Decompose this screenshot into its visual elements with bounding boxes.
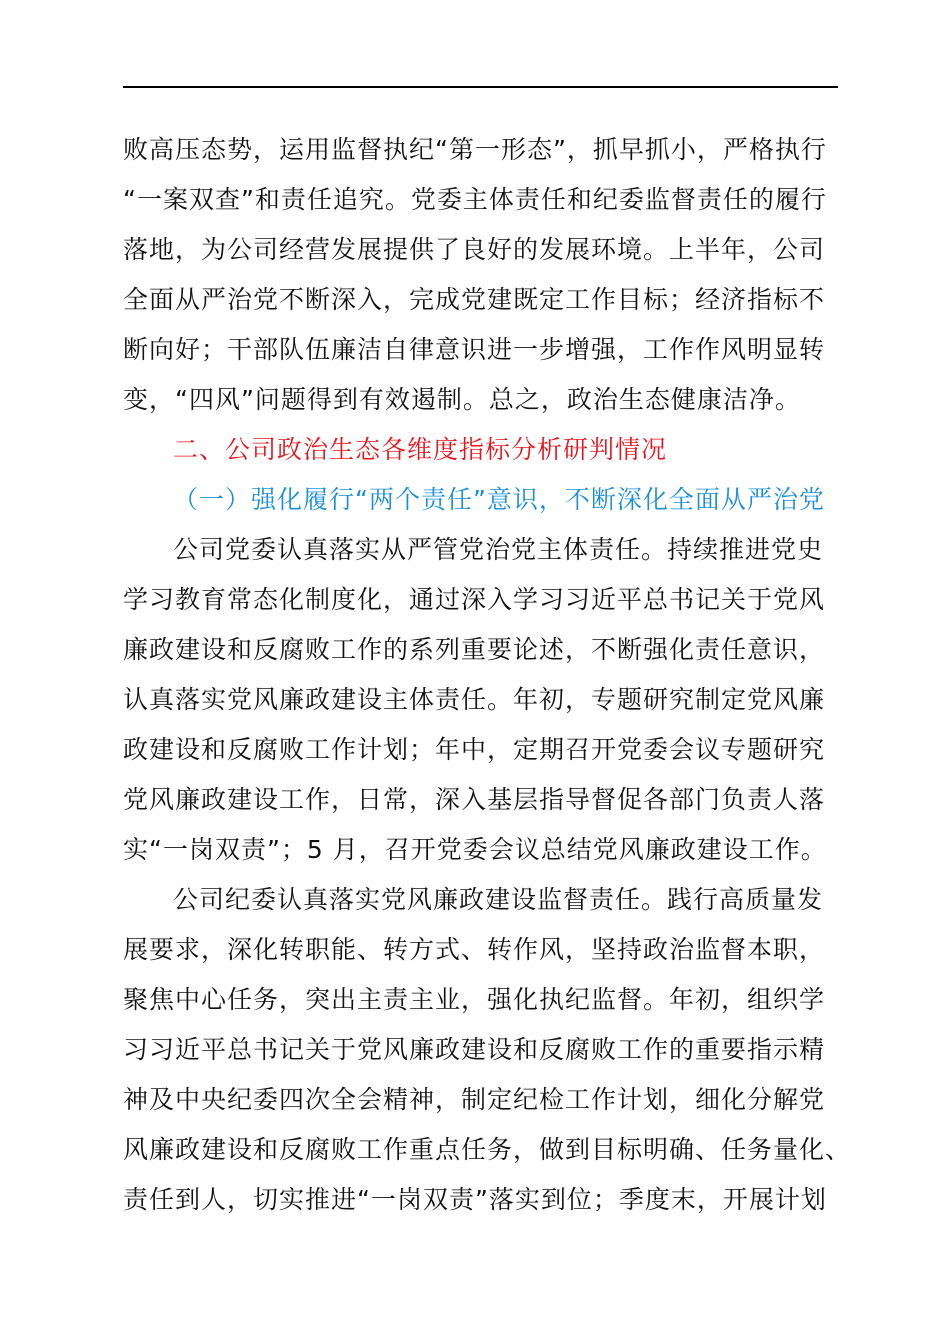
- paragraph-1-line-3: 落地，为公司经营发展提供了良好的发展环境。上半年，公司: [123, 235, 826, 264]
- paragraph-1-line-2: “一案双查”和责任追究。党委主体责任和纪委监督责任的履行: [123, 185, 827, 214]
- paragraph-3-line-3: 聚焦中心任务，突出主责主业，强化执纪监督。年初，组织学: [123, 985, 826, 1014]
- paragraph-1-line-5: 断向好；干部队伍廉洁自律意识进一步增强，工作作风明显转: [123, 335, 826, 364]
- paragraph-3-line-2: 展要求，深化转职能、转方式、转作风，坚持政治监督本职，: [123, 935, 826, 964]
- paragraph-2-line-2: 学习教育常态化制度化，通过深入学习习近平总书记关于党风: [123, 585, 826, 614]
- paragraph-1-line-6: 变，“四风”问题得到有效遏制。总之，政治生态健康洁净。: [123, 385, 801, 414]
- paragraph-3-line-6: 风廉政建设和反腐败工作重点任务，做到目标明确、任务量化、: [123, 1135, 852, 1164]
- paragraph-1-line-1: 败高压态势，运用监督执纪“第一形态”，抓早抓小，严格执行: [123, 135, 827, 164]
- paragraph-3-line-5: 神及中央纪委四次全会精神，制定纪检工作计划，细化分解党: [123, 1085, 826, 1114]
- header-rule: [123, 86, 838, 88]
- paragraph-3-line-1: 公司纪委认真落实党风廉政建设监督责任。践行高质量发: [173, 885, 824, 914]
- paragraph-3-line-7: 责任到人，切实推进“一岗双责”落实到位；季度末，开展计划: [123, 1185, 827, 1214]
- subsection-heading: （一）强化履行“两个责任”意识，不断深化全面从严治党: [173, 485, 825, 514]
- paragraph-2-line-7: 实“一岗双责”；5 月，召开党委会议总结党风廉政建设工作。: [123, 835, 827, 864]
- paragraph-3-line-4: 习习近平总书记关于党风廉政建设和反腐败工作的重要指示精: [123, 1035, 826, 1064]
- paragraph-1-line-4: 全面从严治党不断深入，完成党建既定工作目标；经济指标不: [123, 285, 826, 314]
- paragraph-2-line-4: 认真落实党风廉政建设主体责任。年初，专题研究制定党风廉: [123, 685, 826, 714]
- paragraph-2-line-3: 廉政建设和反腐败工作的系列重要论述，不断强化责任意识，: [123, 635, 826, 664]
- paragraph-2-line-5: 政建设和反腐败工作计划；年中，定期召开党委会议专题研究: [123, 735, 826, 764]
- section-heading: 二、公司政治生态各维度指标分析研判情况: [173, 435, 668, 464]
- paragraph-2-line-6: 党风廉政建设工作，日常，深入基层指导督促各部门负责人落: [123, 785, 826, 814]
- paragraph-2-line-1: 公司党委认真落实从严管党治党主体责任。持续推进党史: [173, 535, 824, 564]
